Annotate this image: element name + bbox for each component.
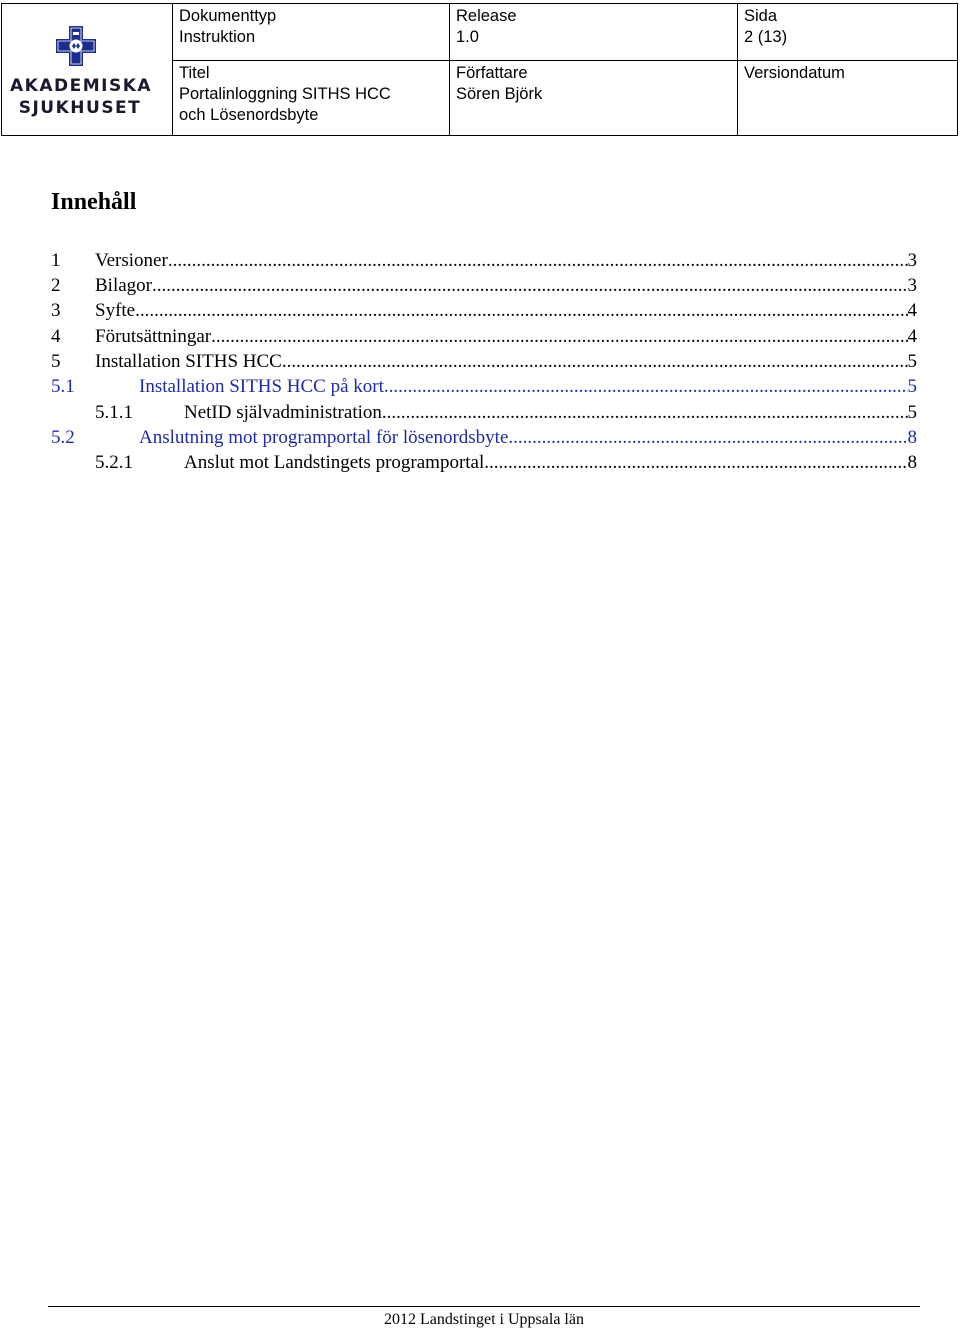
doc-type-cell	[173, 4, 450, 61]
toc-entry-number: 3	[51, 300, 61, 321]
toc-entry-title: Anslutning mot programportal för lösenordsbyte	[139, 427, 509, 448]
version-date-label: Versiondatum	[744, 64, 845, 82]
footer-divider	[48, 1306, 920, 1307]
toc-entry[interactable]	[95, 450, 917, 475]
toc-entry-number: 5.2	[51, 427, 75, 448]
toc-entry[interactable]	[51, 298, 917, 323]
toc-entry-title: Syfte	[95, 300, 136, 321]
title-label: Titel	[179, 64, 210, 82]
toc-entry-page: 3	[907, 275, 917, 296]
version-date-cell	[738, 61, 958, 136]
page-value: 2 (13)	[744, 28, 788, 46]
footer-text: 2012 Landstinget i Uppsala län	[384, 1311, 584, 1328]
page-cell	[738, 4, 958, 61]
toc-heading: Innehåll	[51, 189, 137, 215]
toc-entry[interactable]	[51, 324, 917, 349]
toc-entry-title: Installation SITHS HCC på kort	[139, 376, 384, 397]
toc-entry-page: 3	[907, 250, 917, 271]
hospital-logo	[10, 26, 153, 118]
release-label: Release	[456, 7, 517, 25]
toc-entry-number: 2	[51, 275, 61, 296]
cross-emblem-icon	[56, 26, 96, 66]
toc-entry-number: 5	[51, 351, 61, 372]
toc-dot-leader	[211, 324, 907, 349]
toc-dot-leader	[508, 425, 907, 450]
toc-dot-leader	[168, 248, 908, 273]
doc-type-label: Dokumenttyp	[179, 7, 277, 25]
toc-entry-number: 1	[51, 250, 61, 271]
page-label: Sida	[744, 7, 778, 25]
logo-text-line2: SJUKHUSET	[18, 98, 142, 118]
toc-entry-page: 5	[907, 351, 917, 372]
toc-entry-title: Bilagor	[95, 275, 152, 296]
toc-entry-link[interactable]	[51, 425, 917, 450]
toc-entry-number: 5.1	[51, 376, 75, 397]
toc-dot-leader	[135, 298, 907, 323]
toc-dot-leader	[382, 400, 908, 425]
toc-entry[interactable]	[51, 349, 917, 374]
title-value-line2: och Lösenordsbyte	[179, 106, 319, 124]
toc-entry-page: 8	[907, 427, 917, 448]
toc-entry-number: 5.2.1	[95, 452, 133, 473]
author-value: Sören Björk	[456, 85, 543, 103]
toc-entry-page: 5	[907, 402, 917, 423]
toc-entry[interactable]	[95, 400, 917, 425]
author-cell	[450, 61, 738, 136]
toc-dot-leader	[282, 349, 908, 374]
document-header	[1, 3, 958, 136]
logo-cell	[2, 4, 173, 136]
release-value: 1.0	[456, 28, 479, 46]
logo-text-line1: AKADEMISKA	[10, 76, 153, 96]
toc-entry-page: 5	[907, 376, 917, 397]
toc-entry-page: 8	[907, 452, 917, 473]
toc-entry[interactable]	[51, 248, 917, 273]
toc-entry[interactable]	[51, 273, 917, 298]
doc-type-value: Instruktion	[179, 28, 256, 46]
toc-dot-leader	[152, 273, 908, 298]
release-cell	[450, 4, 738, 61]
title-cell	[173, 61, 450, 136]
toc-entry-link[interactable]	[51, 374, 917, 399]
toc-dot-leader	[384, 374, 908, 399]
toc-entry-page: 4	[907, 326, 917, 347]
toc-entry-number: 5.1.1	[95, 402, 133, 423]
toc-entry-title: Versioner	[95, 250, 168, 271]
toc-entry-title: Installation SITHS HCC	[95, 351, 282, 372]
title-value-line1: Portalinloggning SITHS HCC	[179, 85, 391, 103]
toc-entry-title: Förutsättningar	[95, 326, 212, 347]
toc-entry-title: Anslut mot Landstingets programportal	[184, 452, 485, 473]
toc-dot-leader	[484, 450, 907, 475]
toc-entry-title: NetID självadministration	[184, 402, 382, 423]
toc-entry-number: 4	[51, 326, 61, 347]
author-label: Författare	[456, 64, 528, 82]
toc-entry-page: 4	[907, 300, 917, 321]
